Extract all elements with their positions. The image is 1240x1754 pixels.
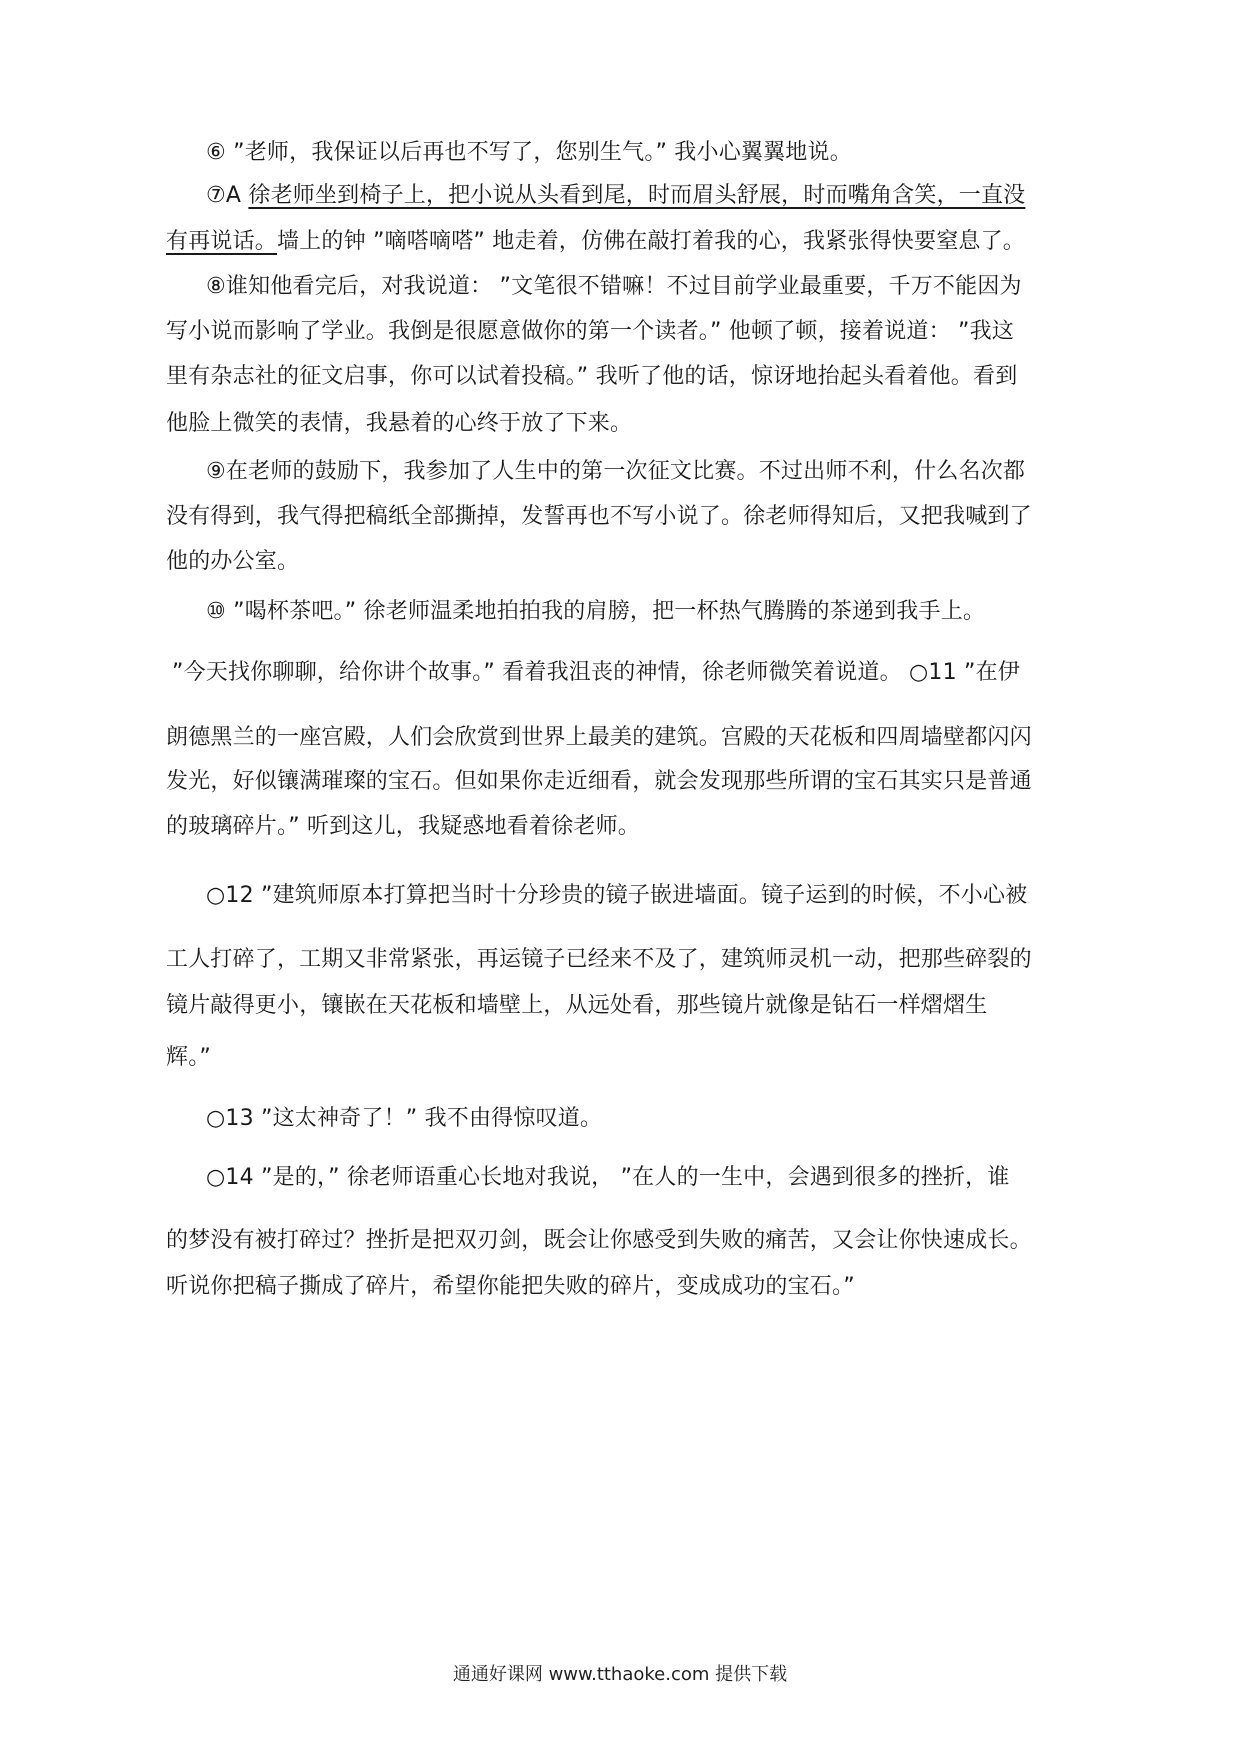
para-12-line-4: 辉。”	[166, 1045, 211, 1070]
para-8-line-3: 里有杂志社的征文启事，你可以试着投稿。” 我听了他的话，惊讶地抬起头看着他。看到	[166, 364, 1018, 389]
para-10-line-1: ⑩ ”喝杯茶吧。” 徐老师温柔地拍拍我的肩膀，把一杯热气腾腾的茶递到我手上。	[206, 599, 986, 624]
para-12-line-3: 镜片敲得更小，镶嵌在天花板和墙壁上，从远处看，那些镜片就像是钻石一样熠熠生	[166, 993, 988, 1018]
para-7-prefix: ⑦A	[206, 183, 249, 208]
para-14-line-2: 的梦没有被打碎过？挫折是把双刃剑，既会让你感受到失败的痛苦，又会让你快速成长。	[166, 1228, 1032, 1253]
para-11-line-2: 发光，好似镶满璀璨的宝石。但如果你走近细看，就会发现那些所谓的宝石其实只是普通	[166, 769, 1032, 794]
para-13-line-1: ○13 ”这太神奇了！” 我不由得惊叹道。	[206, 1106, 603, 1131]
para-7-line-1	[206, 181, 1025, 211]
para-11-line-3: 的玻璃碎片。” 听到这儿，我疑惑地看着徐老师。	[166, 814, 640, 839]
para-7-rest: 墙上的钟 ”嘀嗒嘀嗒” 地走着，仿佛在敲打着我的心，我紧张得快要窒息了。	[277, 229, 1025, 254]
page-footer: 通通好课网 www.tthaoke.com 提供下载	[452, 1664, 788, 1685]
para-7-underlined-a: 徐老师坐到椅子上，把小说从头看到尾，时而眉头舒展，时而嘴角含笑，一直没	[248, 183, 1026, 208]
para-9-line-2: 没有得到，我气得把稿纸全部撕掉，发誓再也不写小说了。徐老师得知后，又把我喊到了	[166, 504, 1032, 529]
para-12-line-2: 工人打碎了，工期又非常紧张，再运镜子已经来不及了，建筑师灵机一动，把那些碎裂的	[166, 947, 1032, 972]
para-14-line-1: ○14 ”是的，” 徐老师语重心长地对我说， ”在人的一生中，会遇到很多的挫折，谁	[206, 1165, 1010, 1190]
para-10-line-2: ”今天找你聊聊，给你讲个故事。” 看着我沮丧的神情，徐老师微笑着说道。 ○11 ”在伊	[172, 660, 1020, 685]
para-8-line-4: 他脸上微笑的表情，我悬着的心终于放了下来。	[166, 411, 633, 436]
para-7-line-2	[166, 227, 1025, 257]
para-7-underlined-b: 有再说话。	[166, 229, 278, 254]
para-9-line-1: ⑨在老师的鼓励下，我参加了人生中的第一次征文比赛。不过出师不利，什么名次都	[206, 459, 1026, 484]
para-11-line-1: 朗德黑兰的一座宫殿，人们会欣赏到世界上最美的建筑。宫殿的天花板和四周墙壁都闪闪	[166, 725, 1032, 750]
para-6-line-1: ⑥ ”老师，我保证以后再也不写了，您别生气。” 我小心翼翼地说。	[206, 140, 852, 165]
para-14-line-3: 听说你把稿子撕成了碎片，希望你能把失败的碎片，变成成功的宝石。”	[166, 1274, 855, 1299]
para-8-line-2: 写小说而影响了学业。我倒是很愿意做你的第一个读者。” 他顿了顿，接着说道： ”我这	[166, 319, 1014, 344]
para-8-line-1: ⑧谁知他看完后，对我说道： ”文笔很不错嘛！不过目前学业最重要，千万不能因为	[206, 274, 1022, 299]
para-9-line-3: 他的办公室。	[166, 549, 300, 574]
para-12-line-1: ○12 ”建筑师原本打算把当时十分珍贵的镜子嵌进墙面。镜子运到的时候，不小心被	[206, 883, 1028, 908]
